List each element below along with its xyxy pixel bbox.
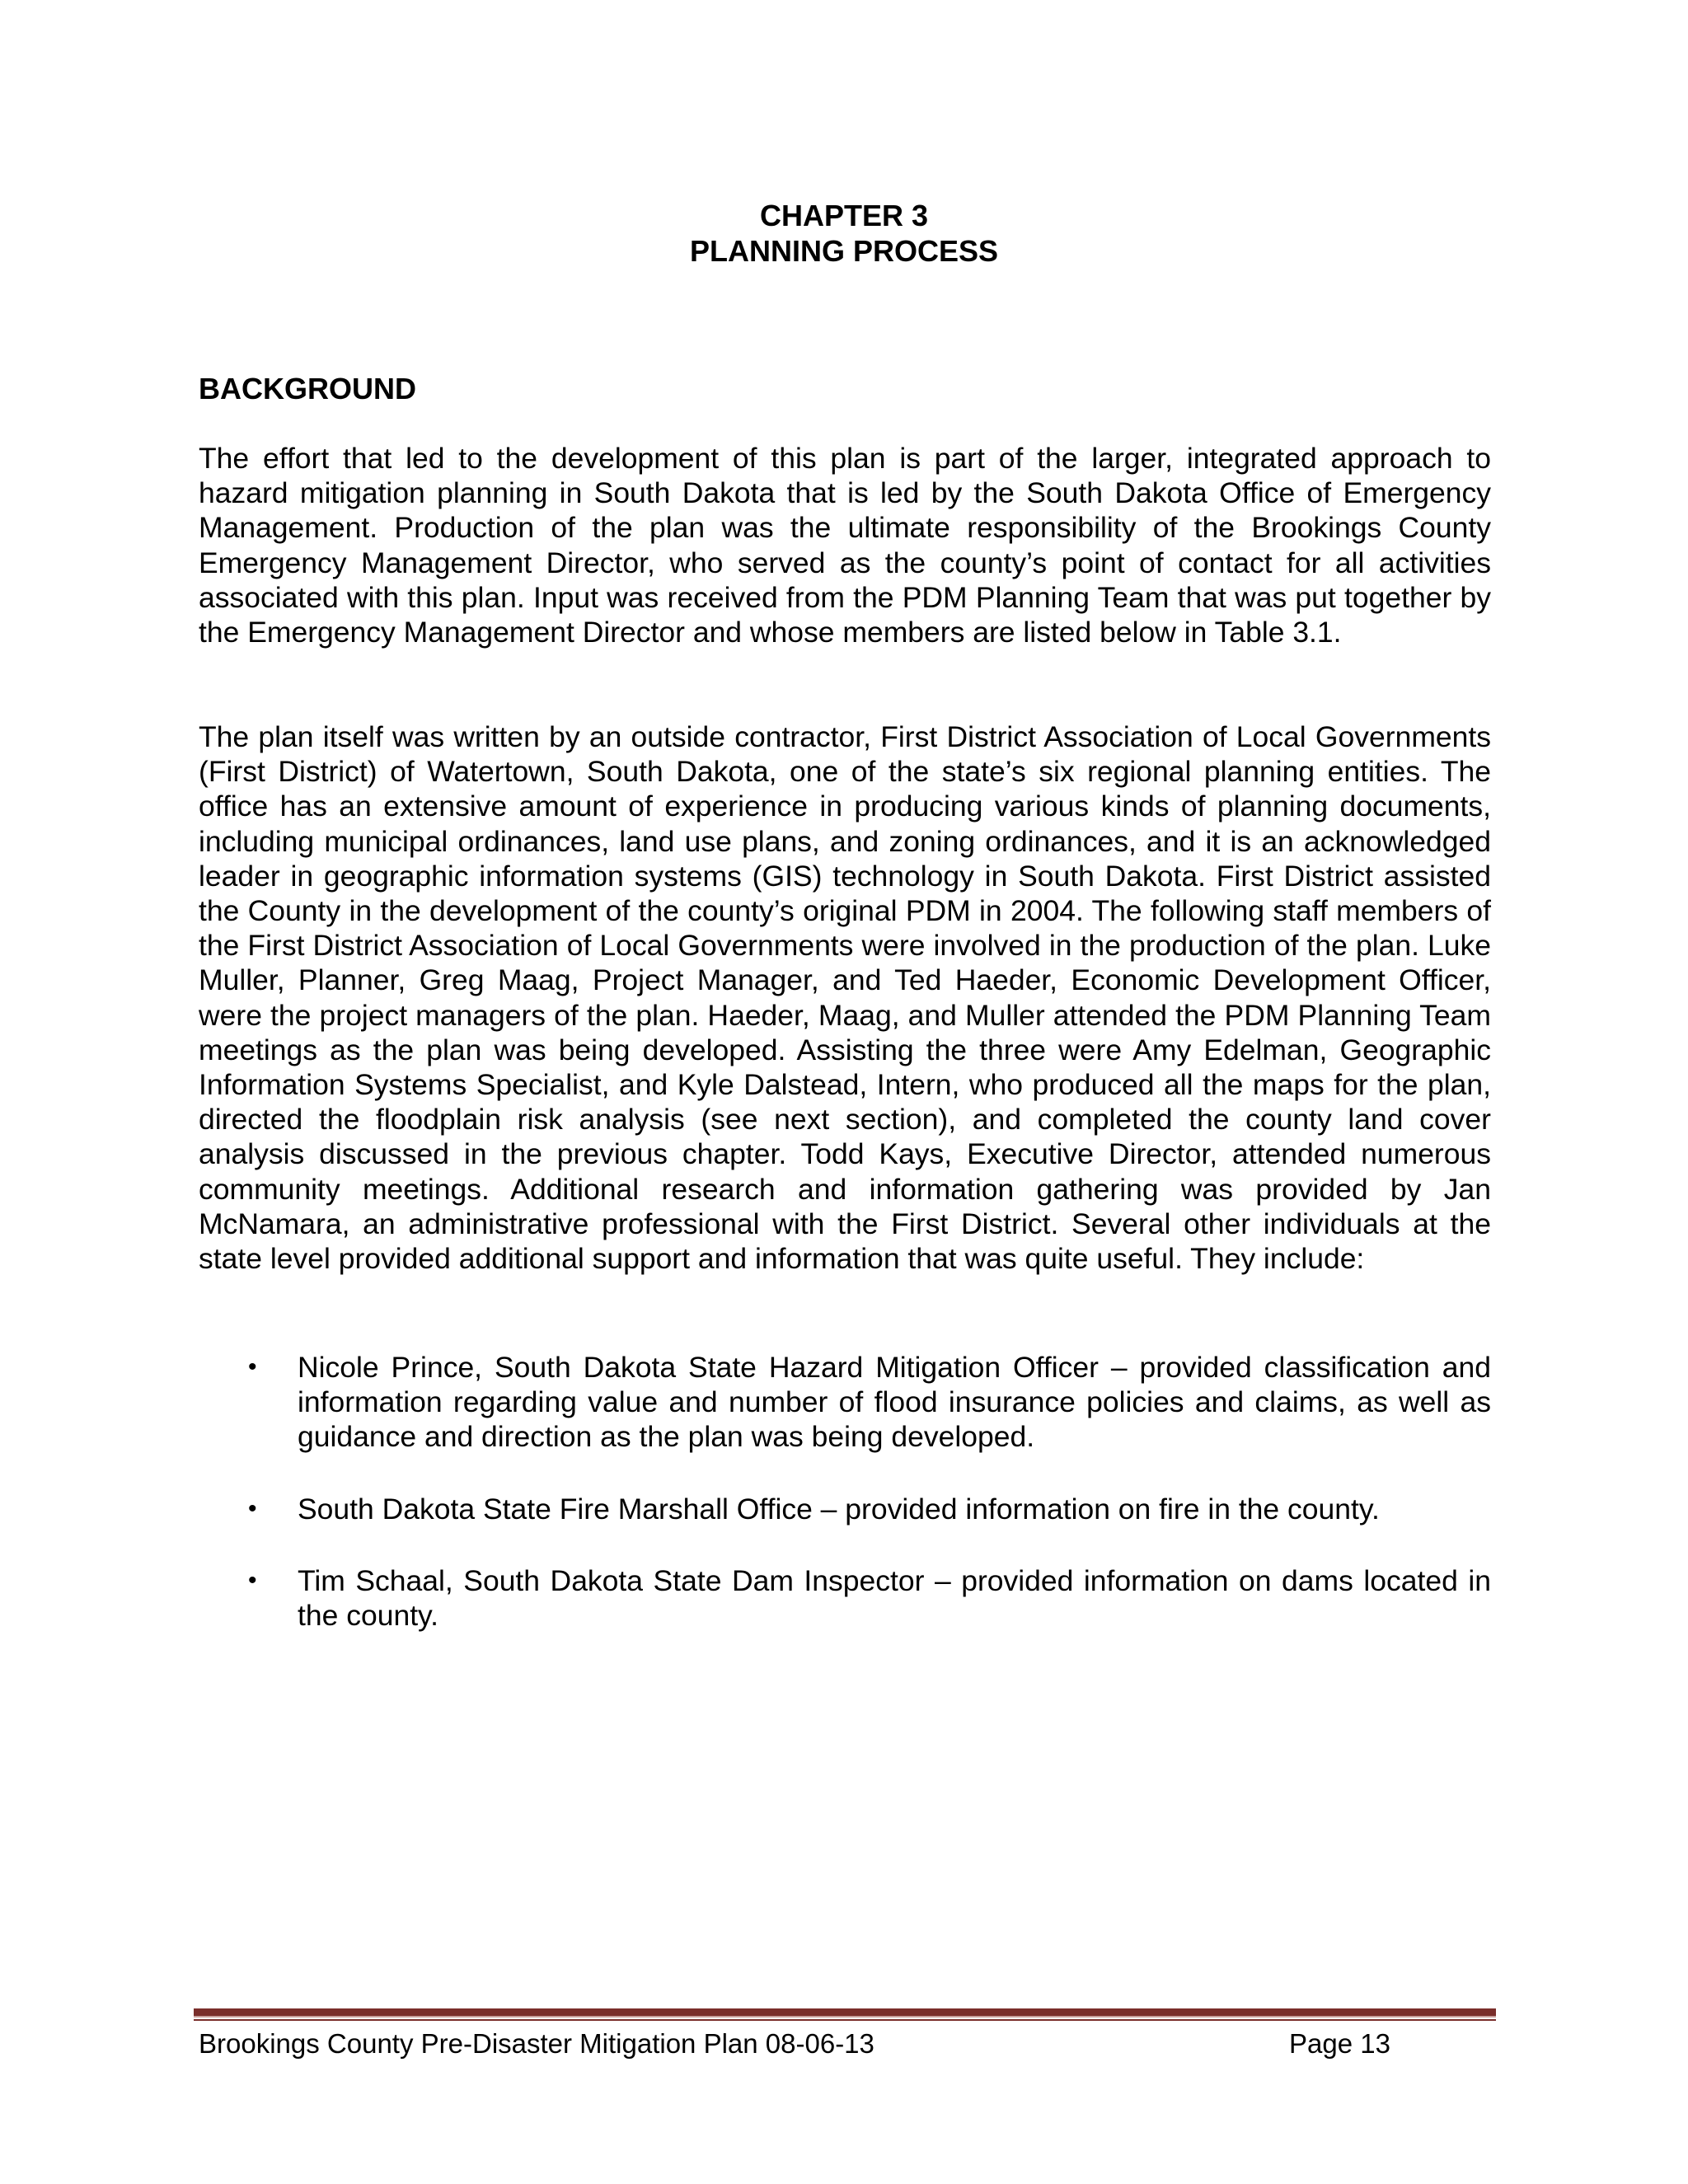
- list-item: [199, 1492, 1491, 1526]
- footer-document-title: Brookings County Pre-Disaster Mitigation Plan 08-06-13: [199, 2028, 874, 2059]
- footer-page-number: Page 13: [1289, 2028, 1390, 2059]
- chapter-heading: [0, 198, 1688, 269]
- list-item: [199, 1350, 1491, 1455]
- list-item-text: Nicole Prince, South Dakota State Hazard Mitigation Officer – provided classification and information regarding value and number of flood insurance policies and claims, as well as guidance and direction as the plan was being developed.: [298, 1351, 1491, 1454]
- contributors-list: [199, 1350, 1491, 1670]
- paragraph-contractor: The plan itself was written by an outside contractor, First District Association of Local Governments (First District) of Watertown, South Dakota, one of the state’s six regional planning entities. The office has an extensive amount of experience in producing various kinds of planning documents, including municipal ordinances, land use plans, and zoning ordinances, and it is an acknowledged leader in geographic information systems (GIS) technology in South Dakota. First District assisted the County in the development of the county’s original PDM in 2004. The following staff members of the First District Association of Local Governments were involved in the production of the plan. Luke Muller, Planner, Greg Maag, Project Manager, and Ted Haeder, Economic Development Officer, were the project managers of the plan. Haeder, Maag, and Muller attended the PDM Planning Team meetings as the plan was being developed. Assisting the three were Amy Edelman, Geographic Information Systems Specialist, and Kyle Dalstead, Intern, who produced all the maps for the plan, directed the floodplain risk analysis (see next section), and completed the county land cover analysis discussed in the previous chapter. Todd Kays, Executive Director, attended numerous community meetings. Additional research and information gathering was provided by Jan McNamara, an administrative professional with the First District. Several other individuals at the state level provided additional support and information that was quite useful. They include:: [199, 720, 1491, 1276]
- chapter-number: CHAPTER 3: [759, 199, 929, 232]
- list-item: [199, 1563, 1491, 1633]
- section-title-background: BACKGROUND: [199, 372, 416, 405]
- bullet-icon: •: [248, 1353, 257, 1380]
- bullet-icon: •: [248, 1494, 257, 1522]
- list-item-text: Tim Schaal, South Dakota State Dam Inspector – provided information on dams located in the county.: [298, 1563, 1491, 1633]
- paragraph-intro: The effort that led to the development of this plan is part of the larger, integrated approach to hazard mitigation planning in South Dakota that is led by the South Dakota Office of Emergency Management. Production of the plan was the ultimate responsibility of the Brookings County Emergency Management Director, who served as the county’s point of contact for all activities associated with this plan. Input was received from the PDM Planning Team that was put together by the Emergency Management Director and whose members are listed below in Table 3.1.: [199, 442, 1491, 649]
- footer-rule-thin: [194, 2019, 1496, 2021]
- bullet-icon: •: [248, 1566, 257, 1594]
- chapter-title: PLANNING PROCESS: [689, 234, 999, 268]
- footer-rule: [194, 2008, 1496, 2018]
- list-item-text: South Dakota State Fire Marshall Office – provided information on fire in the county.: [298, 1492, 1380, 1526]
